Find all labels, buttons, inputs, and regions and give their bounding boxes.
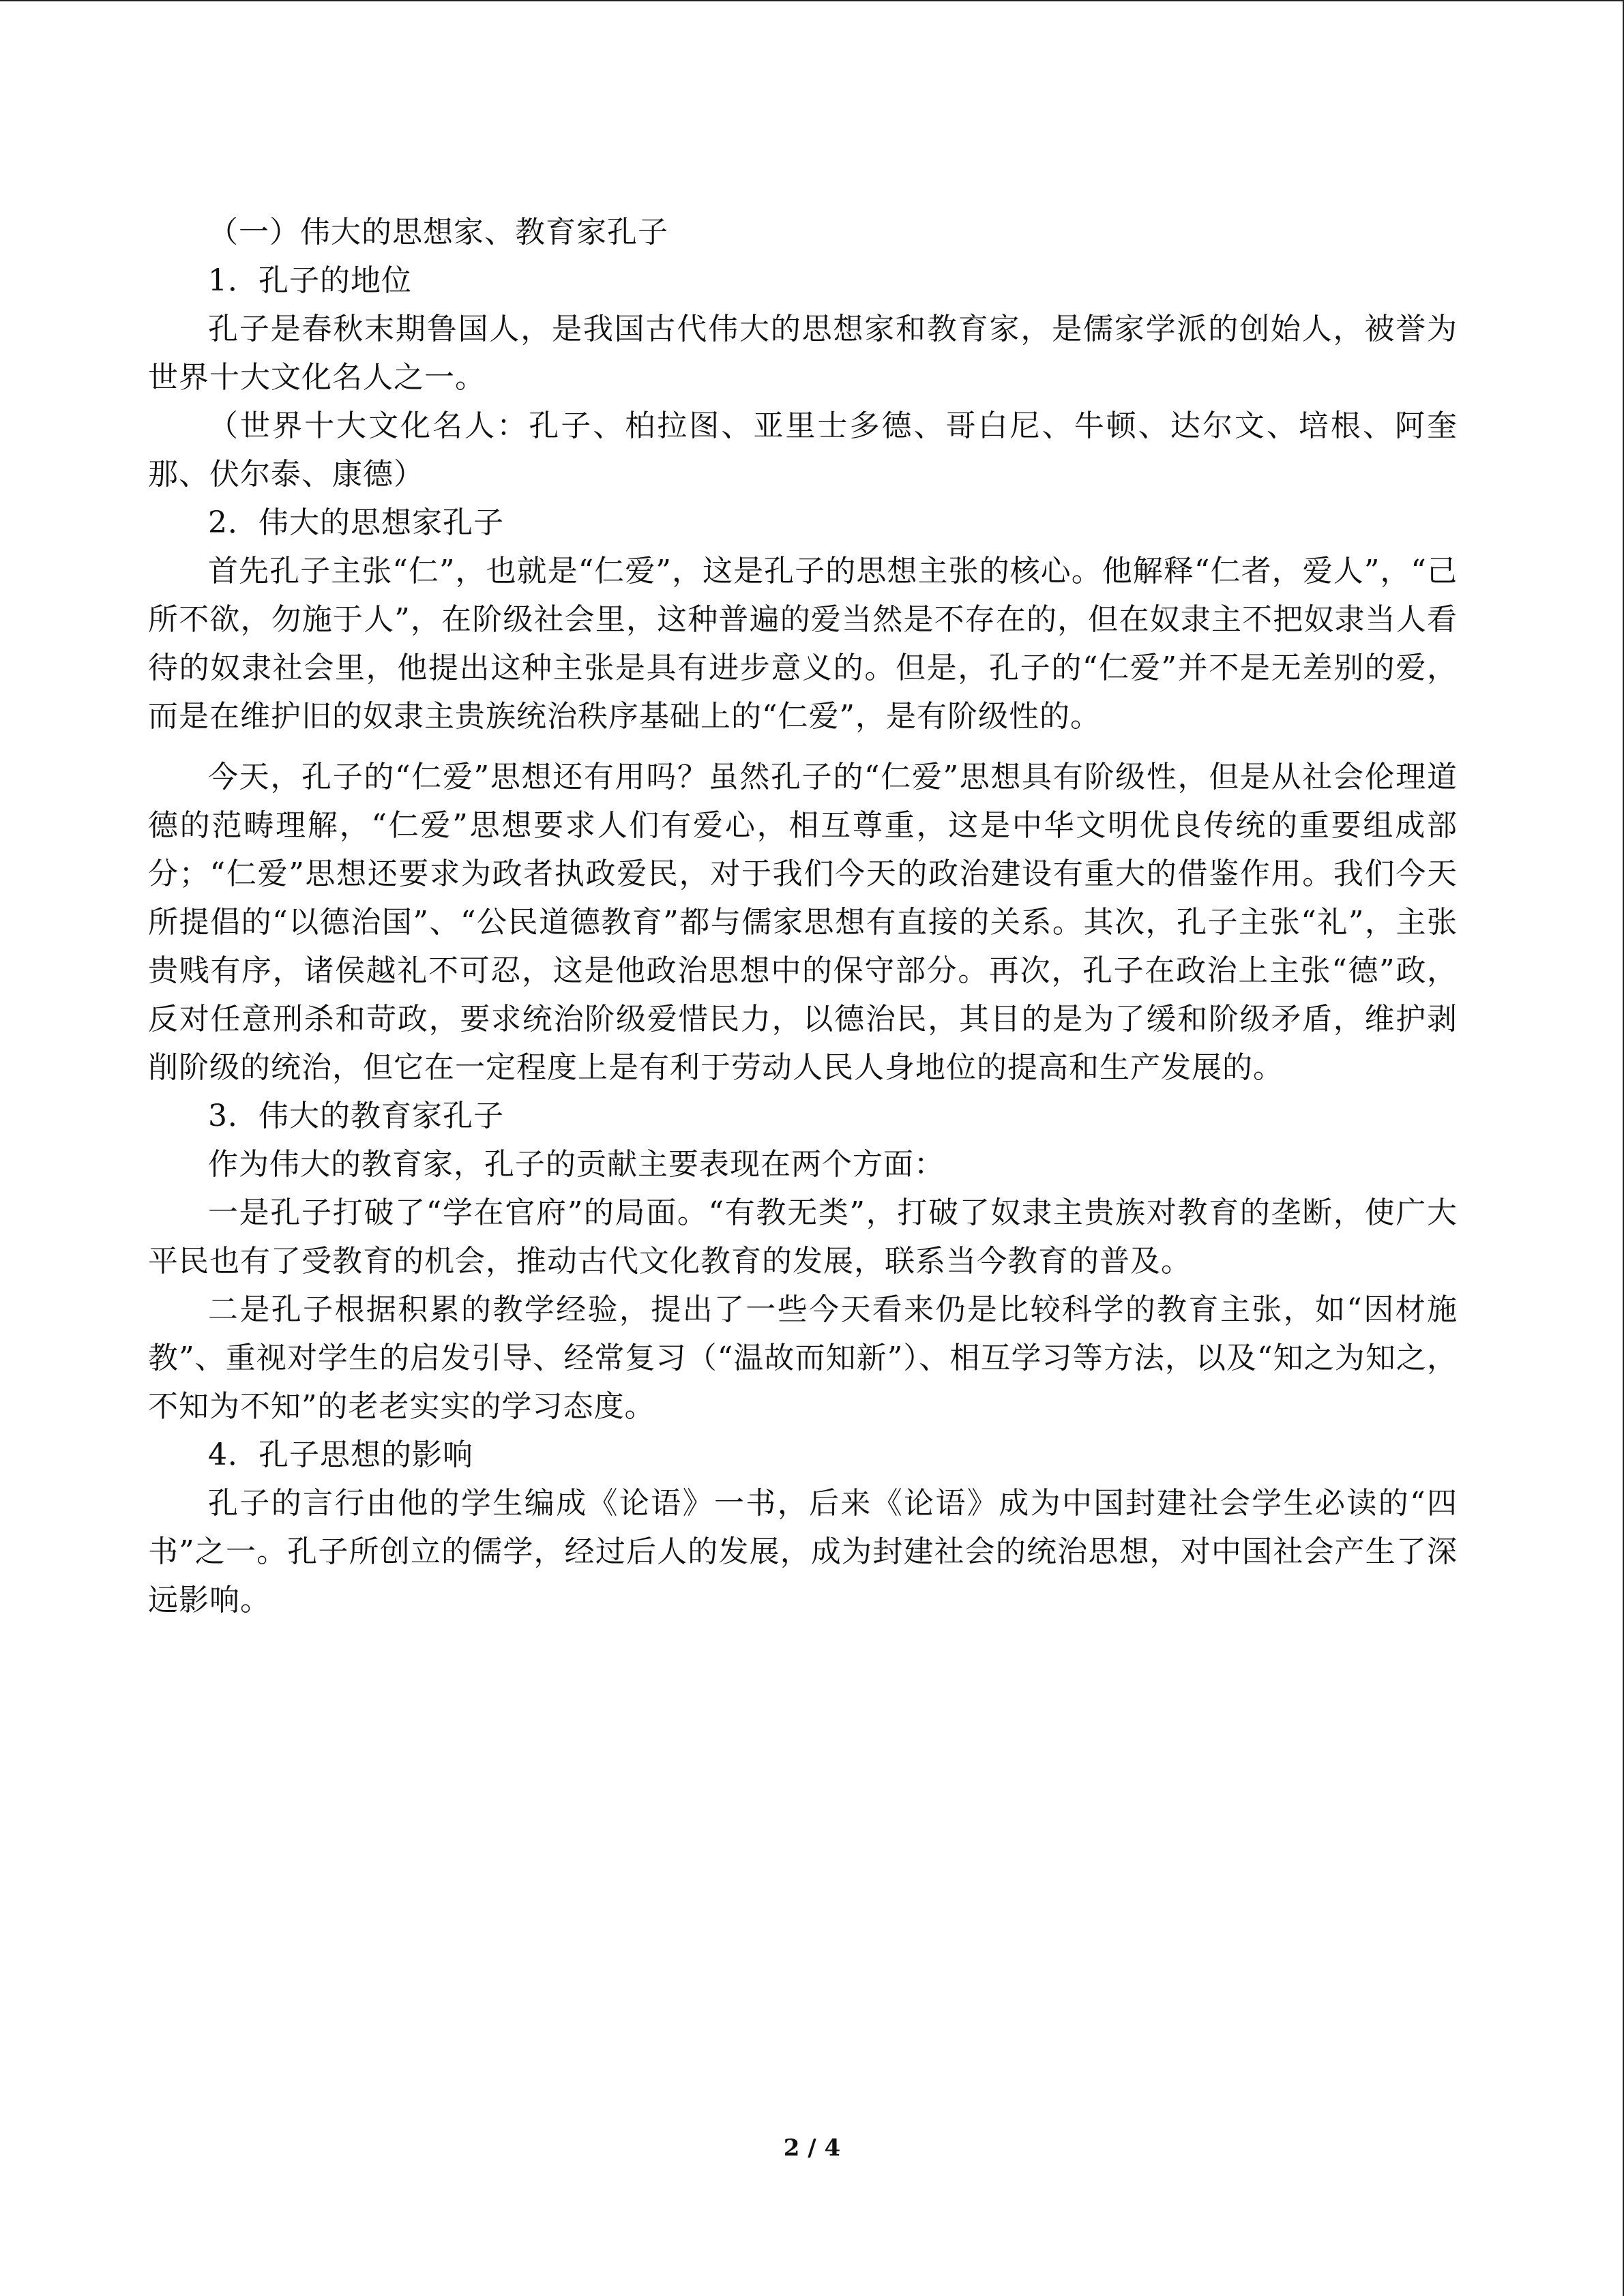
document-title: （一）伟大的思想家、教育家孔子 [208, 215, 668, 250]
section-heading-1: 1．孔子的地位 [208, 263, 412, 298]
section-heading-2: 2．伟大的思想家孔子 [208, 505, 504, 540]
page-border-top [0, 0, 1624, 1]
paragraph: 作为伟大的教育家，孔子的贡献主要表现在两个方面： [208, 1147, 945, 1182]
page-number: 2 / 4 [783, 2134, 841, 2162]
paragraph: 今天，孔子的“仁爱”思想还有用吗？虽然孔子的“仁爱”思想具有阶级性，但是从社会伦理道德的范畴理解，“仁爱”思想要求人们有爱心，相互尊重，这是中华文明优良传统的重要组成部分；“仁爱”思想还要求为政者执政爱民，对于我们今天的政治建设有重大的借鉴作用。我们今天所提倡的“以德治国”、“公民道德教育”都与儒家思想有直接的关系。其次，孔子主张“礼”，主张贵贱有序，诸侯越礼不可忍，这是他政治思想中的保守部分。再次，孔子在政治上主张“德”政，反对任意刑杀和苛政，要求统治阶级爱惜民力，以德治民，其目的是为了缓和阶级矛盾，维护剥削阶级的统治，但它在一定程度上是有利于劳动人民人身地位的提高和生产发展的。 [148, 760, 1458, 1085]
section-heading-4: 4．孔子思想的影响 [208, 1437, 473, 1472]
paragraph: 二是孔子根据积累的教学经验，提出了一些今天看来仍是比较科学的教育主张，如“因材施教”、重视对学生的启发引导、经常复习（“温故而知新”）、相互学习等方法，以及“知之为知之，不知为不知”的老老实实的学习态度。 [148, 1292, 1458, 1424]
paragraph: 孔子是春秋末期鲁国人，是我国古代伟大的思想家和教育家，是儒家学派的创始人，被誉为世界十大文化名人之一。 [148, 312, 1458, 395]
paragraph: 首先孔子主张“仁”，也就是“仁爱”，这是孔子的思想主张的核心。他解释“仁者，爱人”，“己所不欲，勿施于人”，在阶级社会里，这种普遍的爱当然是不存在的，但在奴隶主不把奴隶当人看待的奴隶社会里，他提出这种主张是具有进步意义的。但是，孔子的“仁爱”并不是无差别的爱，而是在维护旧的奴隶主贵族统治秩序基础上的“仁爱”，是有阶级性的。 [148, 554, 1458, 734]
paragraph: 一是孔子打破了“学在官府”的局面。“有教无类”，打破了奴隶主贵族对教育的垄断，使广大平民也有了受教育的机会，推动古代文化教育的发展，联系当今教育的普及。 [148, 1195, 1458, 1279]
paragraph: （世界十大文化名人：孔子、柏拉图、亚里士多德、哥白尼、牛顿、达尔文、培根、阿奎那、伏尔泰、康德） [148, 408, 1458, 492]
document-body [148, 208, 1458, 1624]
section-heading-3: 3．伟大的教育家孔子 [208, 1099, 504, 1133]
paragraph: 孔子的言行由他的学生编成《论语》一书，后来《论语》成为中国封建社会学生必读的“四书”之一。孔子所创立的儒学，经过后人的发展，成为封建社会的统治思想，对中国社会产生了深远影响。 [148, 1486, 1458, 1617]
